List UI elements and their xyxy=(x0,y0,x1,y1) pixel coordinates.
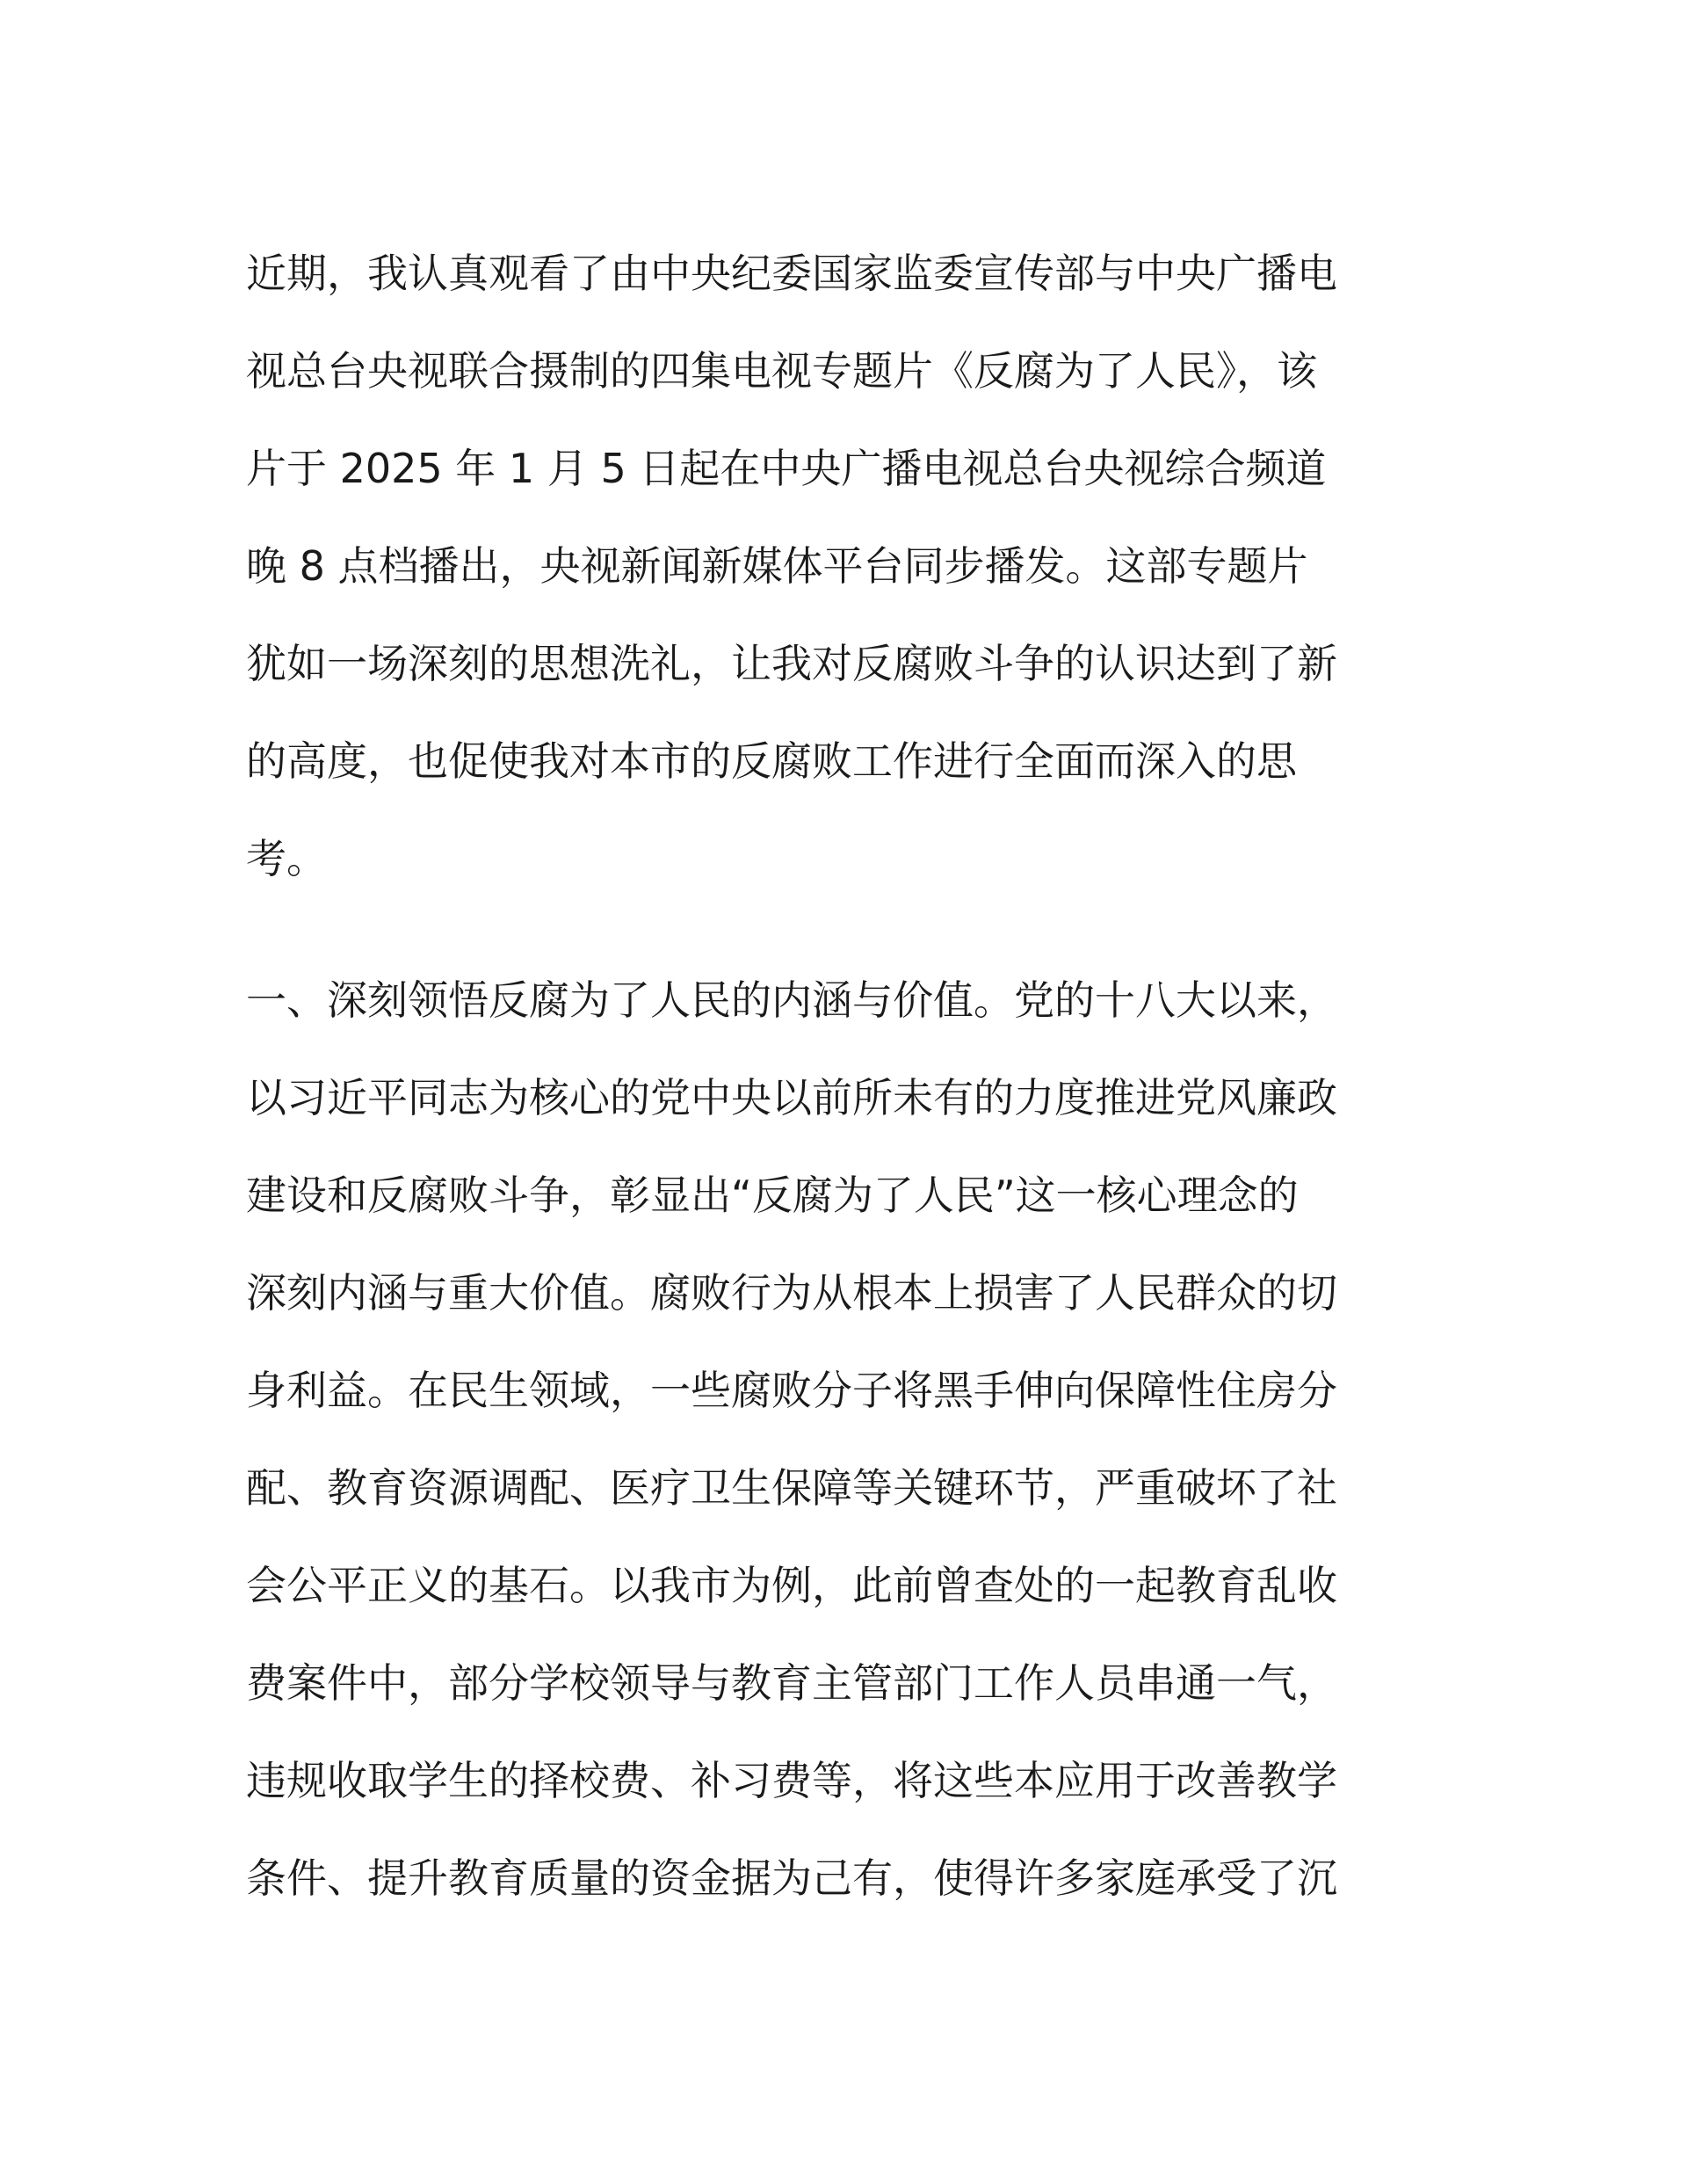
text-line: 以习近平同志为核心的党中央以前所未有的力度推进党风廉政 xyxy=(246,1074,1337,1121)
text-line: 条件、提升教育质量的资金据为己有，使得许多家庭承受了沉 xyxy=(246,1854,1337,1902)
text-line: 晚 8 点档播出，央视新闻新媒体平台同步播发。这部专题片 xyxy=(246,542,1308,590)
text-line: 视总台央视联合摄制的四集电视专题片《反腐为了人民》，该 xyxy=(246,347,1317,395)
text-line: 片于 2025 年 1 月 5 日起在中央广播电视总台央视综合频道 xyxy=(246,445,1327,492)
text-line: 一、深刻领悟反腐为了人民的内涵与价值。党的十八大以来， xyxy=(246,976,1337,1024)
text-line: 考。 xyxy=(246,835,327,882)
text-line: 身利益。在民生领域，一些腐败分子将黑手伸向保障性住房分 xyxy=(246,1367,1337,1414)
text-line: 建设和反腐败斗争，彰显出“反腐为了人民”这一核心理念的 xyxy=(246,1172,1299,1219)
text-line: 近期，我认真观看了由中央纪委国家监委宣传部与中央广播电 xyxy=(246,250,1337,297)
text-line: 的高度，也促使我对本市的反腐败工作进行全面而深入的思 xyxy=(246,737,1297,785)
text-line: 会公平正义的基石。以我市为例，此前曾查处的一起教育乱收 xyxy=(246,1562,1337,1609)
text-line: 深刻内涵与重大价值。腐败行为从根本上损害了人民群众的切 xyxy=(246,1269,1337,1317)
text-line: 违规收取学生的择校费、补习费等，将这些本应用于改善教学 xyxy=(246,1757,1337,1804)
paragraph-intro xyxy=(246,225,1450,908)
text-line: 费案件中，部分学校领导与教育主管部门工作人员串通一气， xyxy=(246,1659,1337,1707)
text-line: 犹如一场深刻的思想洗礼，让我对反腐败斗争的认识达到了新 xyxy=(246,640,1337,687)
text-line: 配、教育资源调配、医疗卫生保障等关键环节，严重破坏了社 xyxy=(246,1464,1337,1512)
paragraph-section-one xyxy=(246,952,1450,1927)
